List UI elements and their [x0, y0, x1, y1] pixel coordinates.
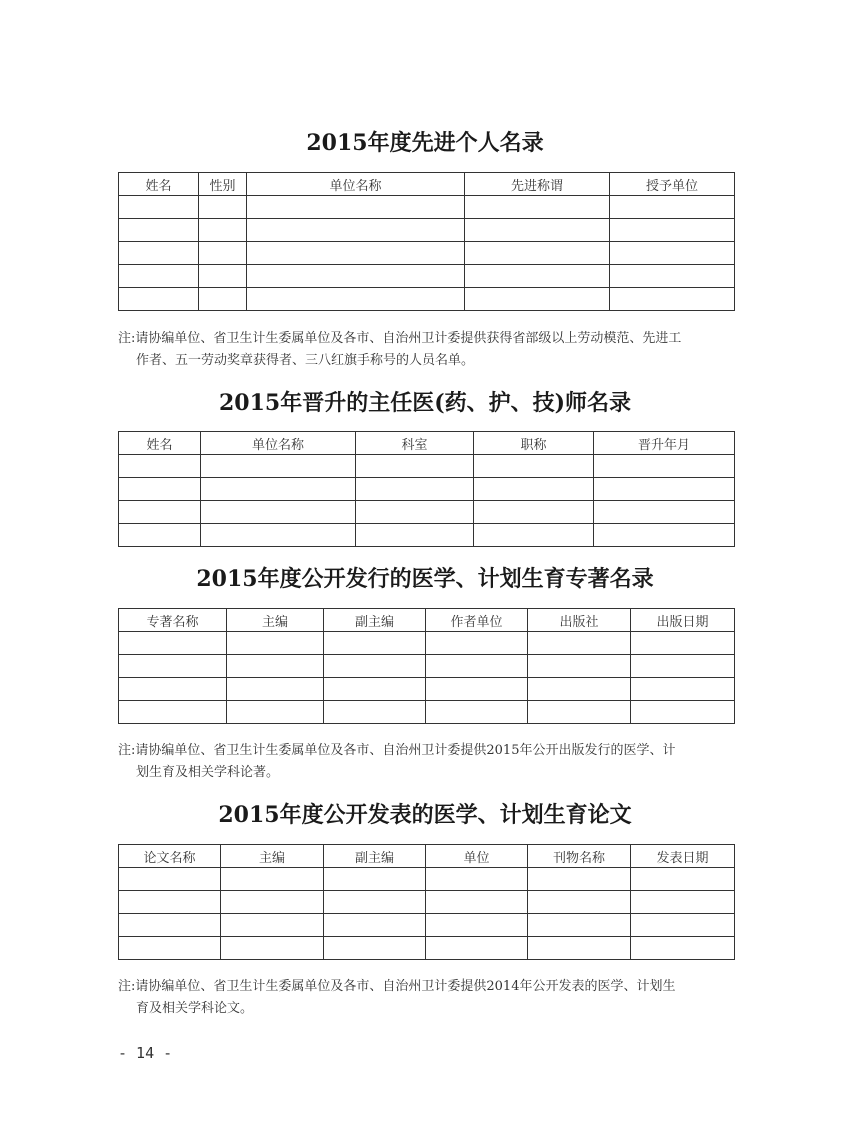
page-number: - 14 - [118, 1044, 173, 1062]
table-header-row [119, 173, 735, 196]
column-header: 晋升年月 [594, 432, 735, 455]
table-row [119, 524, 735, 547]
column-header: 科室 [356, 432, 474, 455]
note-line: 注:请协编单位、省卫生计生委属单位及各市、自治州卫计委提供2014年公开发表的医学、计划生 [118, 979, 676, 994]
table-row [119, 937, 735, 960]
table-header-row [119, 432, 735, 455]
column-header: 单位 [426, 845, 528, 868]
column-header: 出版社 [528, 609, 631, 632]
column-header: 作者单位 [426, 609, 528, 632]
table-row [119, 678, 735, 701]
note-line: 育及相关学科论文。 [136, 1001, 254, 1016]
table-row [119, 478, 735, 501]
table-row [119, 914, 735, 937]
table-row [119, 196, 735, 219]
section-3-note [118, 740, 738, 784]
note-line: 作者、五一劳动奖章获得者、三八红旗手称号的人员名单。 [136, 353, 475, 368]
column-header: 副主编 [324, 845, 426, 868]
table-row [119, 701, 735, 724]
advanced-individuals-table [118, 172, 735, 311]
table-row [119, 655, 735, 678]
section-4-note [118, 976, 738, 1020]
monographs-table [118, 608, 735, 724]
column-header: 授予单位 [610, 173, 735, 196]
table-row [119, 868, 735, 891]
column-header: 姓名 [119, 173, 199, 196]
table-header-row [119, 609, 735, 632]
column-header: 姓名 [119, 432, 201, 455]
table-row [119, 455, 735, 478]
note-line: 注:请协编单位、省卫生计生委属单位及各市、自治州卫计委提供获得省部级以上劳动模范、先进工 [118, 331, 682, 346]
column-header: 论文名称 [119, 845, 221, 868]
column-header: 单位名称 [201, 432, 356, 455]
table-row [119, 242, 735, 265]
column-header: 刊物名称 [528, 845, 631, 868]
column-header: 主编 [227, 609, 324, 632]
note-line: 注:请协编单位、省卫生计生委属单位及各市、自治州卫计委提供2015年公开出版发行的医学、计 [118, 743, 676, 758]
papers-table [118, 844, 735, 960]
section-1-title: 2015年度先进个人名录 [306, 130, 544, 156]
table-row [119, 501, 735, 524]
column-header: 主编 [221, 845, 324, 868]
table-row [119, 632, 735, 655]
column-header: 发表日期 [631, 845, 735, 868]
section-4-title: 2015年度公开发表的医学、计划生育论文 [218, 802, 632, 828]
column-header: 单位名称 [247, 173, 465, 196]
section-2-title: 2015年晋升的主任医(药、护、技)师名录 [218, 390, 632, 416]
table-row [119, 265, 735, 288]
table-row [119, 288, 735, 311]
table-row [119, 891, 735, 914]
column-header: 副主编 [324, 609, 426, 632]
section-3-title: 2015年度公开发行的医学、计划生育专著名录 [196, 566, 654, 592]
column-header: 性别 [199, 173, 247, 196]
section-1-note [118, 328, 738, 372]
table-header-row [119, 845, 735, 868]
column-header: 职称 [474, 432, 594, 455]
chief-physicians-table [118, 431, 735, 547]
column-header: 专著名称 [119, 609, 227, 632]
note-line: 划生育及相关学科论著。 [136, 765, 280, 780]
table-row [119, 219, 735, 242]
column-header: 出版日期 [631, 609, 735, 632]
column-header: 先进称谓 [465, 173, 610, 196]
